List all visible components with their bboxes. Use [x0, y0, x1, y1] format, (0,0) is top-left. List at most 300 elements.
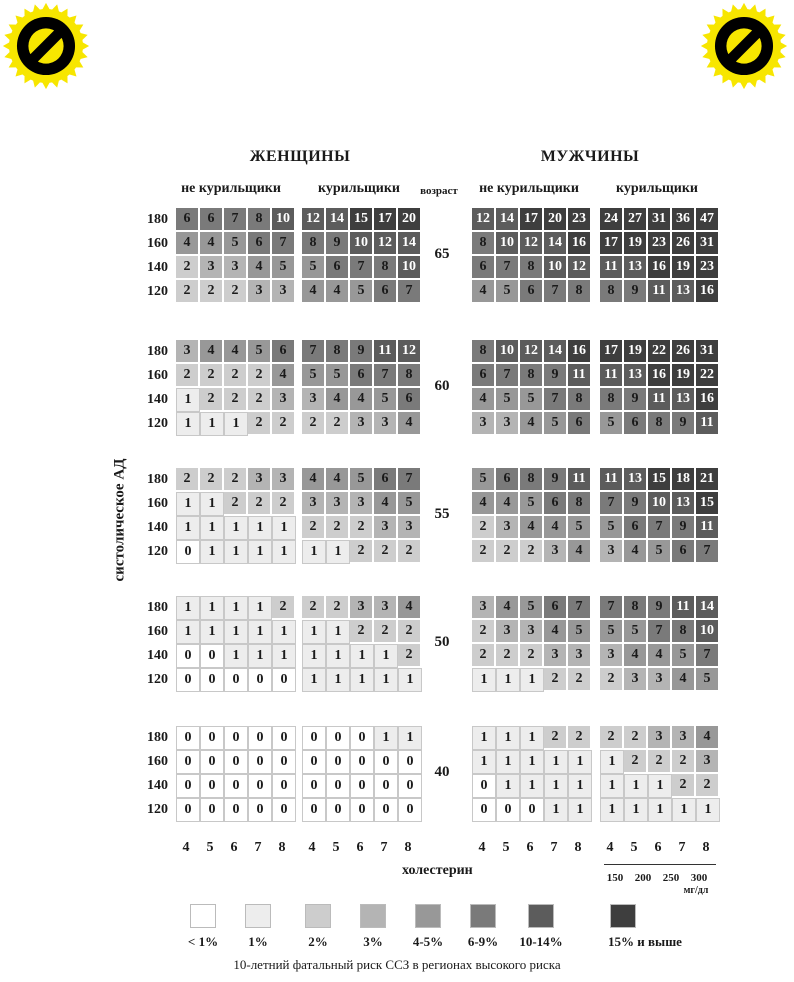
sbp-label: 120: [147, 284, 168, 299]
risk-cell: 27: [624, 208, 648, 232]
sbp-label: 160: [147, 496, 168, 511]
risk-cell: 1: [496, 668, 520, 692]
risk-cell: 9: [350, 340, 374, 364]
risk-cell: 1: [176, 492, 200, 516]
risk-cell: 1: [224, 644, 248, 668]
risk-cell: 4: [326, 280, 350, 304]
risk-cell: 7: [600, 492, 624, 516]
legend-swatch: [190, 904, 216, 928]
prohibited-icon: [700, 2, 788, 90]
sbp-label: 140: [147, 392, 168, 407]
risk-cell: 2: [600, 726, 624, 750]
risk-cell: 3: [544, 540, 568, 564]
risk-cell: 6: [350, 364, 374, 388]
risk-cell: 1: [648, 798, 672, 822]
legend-label: 6-9%: [467, 934, 499, 949]
risk-cell: 4: [544, 620, 568, 644]
age-label: 50: [434, 634, 450, 650]
age-label: 55: [434, 506, 450, 522]
risk-cell: 2: [200, 388, 224, 412]
risk-cell: 0: [248, 750, 272, 774]
risk-cell: 22: [696, 364, 720, 388]
risk-cell: 4: [624, 644, 648, 668]
cholesterol-tick: 5: [630, 840, 638, 855]
risk-cell: 1: [624, 798, 648, 822]
risk-cell: 12: [302, 208, 326, 232]
risk-cell: 0: [176, 668, 200, 692]
risk-cell: 0: [302, 798, 326, 822]
risk-cell: 2: [248, 364, 272, 388]
risk-cell: 7: [224, 208, 248, 232]
risk-cell: 3: [350, 412, 374, 436]
risk-cell: 5: [496, 388, 520, 412]
risk-cell: 1: [472, 750, 496, 774]
risk-cell: 0: [200, 798, 224, 822]
risk-cell: 8: [248, 208, 272, 232]
risk-cell: 3: [272, 388, 296, 412]
risk-cell: 2: [224, 280, 248, 304]
risk-cell: 8: [472, 340, 496, 364]
risk-cell: 0: [248, 668, 272, 692]
risk-cell: 0: [272, 668, 296, 692]
risk-cell: 12: [398, 340, 422, 364]
chart-caption: 10-летний фатальный риск ССЗ в регионах высокого риска: [233, 957, 561, 972]
cholesterol-tick: 7: [380, 840, 388, 855]
risk-cell: 2: [200, 364, 224, 388]
risk-cell: 2: [224, 468, 248, 492]
risk-cell: 1: [326, 644, 350, 668]
risk-cell: 2: [302, 516, 326, 540]
risk-cell: 11: [648, 280, 672, 304]
risk-cell: 2: [544, 726, 568, 750]
risk-cell: 7: [302, 340, 326, 364]
risk-cell: 10: [696, 620, 720, 644]
risk-cell: 6: [472, 256, 496, 280]
risk-cell: 2: [398, 644, 422, 668]
risk-cell: 5: [520, 596, 544, 620]
risk-cell: 3: [272, 280, 296, 304]
risk-cell: 15: [648, 468, 672, 492]
risk-cell: 1: [200, 596, 224, 620]
risk-cell: 1: [496, 774, 520, 798]
risk-cell: 1: [176, 620, 200, 644]
risk-cell: 7: [696, 540, 720, 564]
risk-cell: 2: [350, 620, 374, 644]
risk-cell: 0: [176, 798, 200, 822]
risk-cell: 6: [672, 540, 696, 564]
risk-cell: 2: [624, 726, 648, 750]
risk-cell: 11: [374, 340, 398, 364]
risk-cell: 1: [520, 750, 544, 774]
y-axis-label: систолическое АД: [111, 458, 128, 582]
risk-cell: 5: [600, 620, 624, 644]
risk-cell: 5: [520, 492, 544, 516]
risk-cell: 7: [544, 388, 568, 412]
cholesterol-tick: 6: [356, 840, 364, 855]
risk-cell: 11: [568, 364, 592, 388]
risk-cell: 2: [224, 388, 248, 412]
risk-cell: 0: [248, 726, 272, 750]
risk-cell: 15: [696, 492, 720, 516]
risk-cell: 3: [520, 620, 544, 644]
risk-cell: 8: [600, 388, 624, 412]
risk-cell: 2: [176, 364, 200, 388]
risk-cell: 2: [568, 668, 592, 692]
risk-cell: 1: [326, 620, 350, 644]
risk-cell: 0: [326, 726, 350, 750]
risk-cell: 5: [696, 668, 720, 692]
risk-cell: 7: [272, 232, 296, 256]
risk-cell: 2: [302, 596, 326, 620]
risk-cell: 1: [224, 516, 248, 540]
risk-cell: 2: [496, 644, 520, 668]
risk-cell: 0: [200, 668, 224, 692]
risk-cell: 2: [568, 726, 592, 750]
risk-cell: 9: [624, 280, 648, 304]
risk-cell: 6: [520, 280, 544, 304]
risk-cell: 0: [350, 726, 374, 750]
legend-swatch: [528, 904, 554, 928]
risk-cell: 4: [472, 492, 496, 516]
risk-cell: 14: [398, 232, 422, 256]
risk-cell: 1: [568, 750, 592, 774]
risk-cell: 7: [600, 596, 624, 620]
risk-cell: 19: [624, 340, 648, 364]
risk-cell: 8: [302, 232, 326, 256]
risk-cell: 1: [302, 620, 326, 644]
risk-cell: 5: [568, 516, 592, 540]
risk-cell: 9: [624, 492, 648, 516]
risk-cell: 11: [696, 516, 720, 540]
risk-cell: 2: [302, 412, 326, 436]
risk-cell: 1: [374, 644, 398, 668]
risk-cell: 9: [648, 596, 672, 620]
risk-cell: 1: [248, 516, 272, 540]
risk-cell: 5: [272, 256, 296, 280]
risk-cell: 16: [648, 256, 672, 280]
risk-cell: 1: [176, 412, 200, 436]
risk-cell: 4: [350, 388, 374, 412]
risk-cell: 4: [374, 492, 398, 516]
risk-cell: 2: [472, 540, 496, 564]
men-smokers-header: курильщики: [616, 181, 698, 196]
risk-cell: 2: [248, 492, 272, 516]
risk-cell: 0: [224, 750, 248, 774]
risk-cell: 7: [398, 468, 422, 492]
risk-cell: 10: [648, 492, 672, 516]
risk-cell: 2: [398, 540, 422, 564]
risk-cell: 0: [398, 774, 422, 798]
sbp-label: 140: [147, 778, 168, 793]
risk-cell: 12: [520, 232, 544, 256]
risk-cell: 17: [374, 208, 398, 232]
risk-cell: 21: [696, 468, 720, 492]
risk-cell: 0: [350, 750, 374, 774]
risk-cell: 2: [224, 492, 248, 516]
risk-cell: 2: [544, 668, 568, 692]
risk-cell: 2: [624, 750, 648, 774]
risk-cell: 16: [696, 388, 720, 412]
risk-cell: 1: [302, 668, 326, 692]
risk-cell: 5: [544, 412, 568, 436]
risk-cell: 12: [472, 208, 496, 232]
risk-cell: 0: [176, 726, 200, 750]
risk-cell: 6: [176, 208, 200, 232]
women-header: ЖЕНЩИНЫ: [249, 148, 351, 165]
legend-label: 2%: [308, 934, 328, 949]
risk-cell: 1: [224, 540, 248, 564]
risk-cell: 15: [350, 208, 374, 232]
sbp-label: 160: [147, 624, 168, 639]
risk-cell: 7: [350, 256, 374, 280]
risk-cell: 0: [224, 726, 248, 750]
risk-cell: 4: [648, 644, 672, 668]
risk-cell: 4: [520, 516, 544, 540]
risk-cell: 23: [568, 208, 592, 232]
risk-cell: 0: [350, 798, 374, 822]
cholesterol-tick: 8: [574, 840, 582, 855]
risk-cell: 3: [600, 644, 624, 668]
risk-cell: 1: [544, 750, 568, 774]
risk-cell: 7: [696, 644, 720, 668]
risk-cell: 9: [624, 388, 648, 412]
risk-cell: 0: [374, 798, 398, 822]
risk-cell: 1: [302, 644, 326, 668]
risk-cell: 3: [272, 468, 296, 492]
legend-swatch: [415, 904, 441, 928]
risk-cell: 10: [350, 232, 374, 256]
risk-cell: 2: [224, 364, 248, 388]
risk-cell: 1: [624, 774, 648, 798]
risk-cell: 0: [176, 644, 200, 668]
risk-cell: 47: [696, 208, 720, 232]
risk-cell: 4: [176, 232, 200, 256]
risk-cell: 1: [600, 774, 624, 798]
risk-cell: 5: [496, 280, 520, 304]
risk-cell: 3: [224, 256, 248, 280]
risk-cell: 3: [496, 620, 520, 644]
prohibited-icon: [2, 2, 90, 90]
risk-cell: 6: [568, 412, 592, 436]
risk-cell: 4: [672, 668, 696, 692]
risk-cell: 0: [272, 798, 296, 822]
risk-cell: 1: [568, 774, 592, 798]
risk-cell: 1: [272, 540, 296, 564]
mgdl-tick: 200: [634, 872, 652, 884]
risk-cell: 1: [544, 774, 568, 798]
risk-cell: 23: [648, 232, 672, 256]
risk-cell: 0: [272, 726, 296, 750]
cholesterol-tick: 5: [206, 840, 214, 855]
risk-cell: 3: [350, 596, 374, 620]
risk-cell: 8: [374, 256, 398, 280]
risk-cell: 4: [398, 412, 422, 436]
risk-cell: 3: [672, 726, 696, 750]
risk-cell: 12: [520, 340, 544, 364]
risk-cell: 2: [520, 644, 544, 668]
risk-cell: 31: [696, 232, 720, 256]
risk-cell: 16: [568, 340, 592, 364]
risk-cell: 2: [350, 516, 374, 540]
risk-cell: 1: [176, 388, 200, 412]
risk-cell: 1: [472, 726, 496, 750]
risk-cell: 1: [398, 726, 422, 750]
risk-cell: 36: [672, 208, 696, 232]
risk-cell: 6: [472, 364, 496, 388]
risk-cell: 1: [224, 412, 248, 436]
risk-cell: 13: [672, 388, 696, 412]
risk-cell: 8: [326, 340, 350, 364]
cholesterol-tick: 7: [550, 840, 558, 855]
cholesterol-tick: 6: [526, 840, 534, 855]
age-label: 40: [434, 764, 450, 780]
legend-label: < 1%: [187, 934, 219, 949]
risk-cell: 1: [398, 668, 422, 692]
risk-cell: 1: [496, 750, 520, 774]
risk-cell: 2: [496, 540, 520, 564]
risk-cell: 0: [302, 750, 326, 774]
risk-cell: 5: [672, 644, 696, 668]
risk-cell: 4: [568, 540, 592, 564]
risk-cell: 2: [272, 596, 296, 620]
risk-cell: 1: [224, 620, 248, 644]
risk-cell: 11: [600, 364, 624, 388]
risk-cell: 6: [248, 232, 272, 256]
risk-cell: 3: [248, 468, 272, 492]
risk-cell: 1: [200, 516, 224, 540]
risk-cell: 20: [544, 208, 568, 232]
risk-cell: 19: [624, 232, 648, 256]
risk-cell: 1: [374, 726, 398, 750]
risk-cell: 2: [472, 516, 496, 540]
risk-cell: 2: [272, 412, 296, 436]
risk-cell: 9: [544, 364, 568, 388]
risk-cell: 9: [544, 468, 568, 492]
risk-cell: 3: [176, 340, 200, 364]
mgdl-tick: 300: [690, 872, 708, 884]
cholesterol-tick: 6: [230, 840, 238, 855]
risk-cell: 6: [624, 412, 648, 436]
risk-cell: 5: [302, 364, 326, 388]
cholesterol-tick: 8: [404, 840, 412, 855]
risk-cell: 1: [374, 668, 398, 692]
risk-cell: 3: [302, 492, 326, 516]
risk-cell: 0: [326, 774, 350, 798]
risk-cell: 24: [600, 208, 624, 232]
risk-cell: 5: [648, 540, 672, 564]
risk-cell: 2: [248, 412, 272, 436]
risk-cell: 16: [696, 280, 720, 304]
risk-cell: 16: [568, 232, 592, 256]
risk-cell: 26: [672, 340, 696, 364]
risk-cell: 8: [568, 492, 592, 516]
risk-cell: 0: [200, 774, 224, 798]
risk-cell: 2: [672, 750, 696, 774]
risk-cell: 2: [176, 280, 200, 304]
risk-cell: 1: [248, 644, 272, 668]
risk-cell: 1: [350, 644, 374, 668]
risk-cell: 0: [374, 774, 398, 798]
risk-cell: 6: [398, 388, 422, 412]
risk-cell: 3: [496, 516, 520, 540]
risk-cell: 10: [496, 340, 520, 364]
risk-cell: 8: [520, 468, 544, 492]
risk-cell: 3: [374, 516, 398, 540]
sbp-label: 140: [147, 648, 168, 663]
age-label: 65: [434, 246, 450, 262]
mgdl-tick: 250: [662, 872, 680, 884]
risk-cell: 3: [374, 412, 398, 436]
risk-cell: 2: [350, 540, 374, 564]
risk-cell: 7: [398, 280, 422, 304]
risk-cell: 9: [326, 232, 350, 256]
risk-cell: 0: [200, 750, 224, 774]
risk-cell: 2: [472, 620, 496, 644]
risk-cell: 4: [398, 596, 422, 620]
risk-cell: 8: [672, 620, 696, 644]
risk-cell: 2: [200, 280, 224, 304]
risk-cell: 4: [544, 516, 568, 540]
risk-cell: 16: [648, 364, 672, 388]
risk-cell: 26: [672, 232, 696, 256]
risk-cell: 0: [272, 750, 296, 774]
risk-cell: 0: [326, 798, 350, 822]
risk-cell: 13: [624, 364, 648, 388]
risk-cell: 5: [350, 468, 374, 492]
risk-cell: 2: [696, 774, 720, 798]
sbp-label: 120: [147, 672, 168, 687]
risk-cell: 5: [472, 468, 496, 492]
risk-cell: 4: [272, 364, 296, 388]
legend-label: 15% и выше: [608, 934, 682, 949]
risk-cell: 3: [568, 644, 592, 668]
risk-cell: 1: [696, 798, 720, 822]
risk-cell: 3: [696, 750, 720, 774]
risk-cell: 3: [648, 668, 672, 692]
risk-cell: 5: [248, 340, 272, 364]
cholesterol-tick: 4: [606, 840, 614, 855]
risk-cell: 5: [624, 620, 648, 644]
risk-cell: 1: [568, 798, 592, 822]
risk-cell: 0: [374, 750, 398, 774]
risk-cell: 7: [544, 280, 568, 304]
risk-cell: 1: [272, 644, 296, 668]
risk-cell: 6: [326, 256, 350, 280]
sbp-label: 140: [147, 260, 168, 275]
cholesterol-tick: 6: [654, 840, 662, 855]
risk-cell: 3: [600, 540, 624, 564]
risk-cell: 1: [496, 726, 520, 750]
risk-cell: 23: [696, 256, 720, 280]
risk-cell: 8: [472, 232, 496, 256]
risk-cell: 3: [624, 668, 648, 692]
sbp-label: 160: [147, 368, 168, 383]
risk-cell: 1: [520, 668, 544, 692]
risk-cell: 1: [176, 516, 200, 540]
risk-cell: 1: [200, 540, 224, 564]
risk-cell: 4: [520, 412, 544, 436]
cholesterol-tick: 5: [332, 840, 340, 855]
risk-cell: 2: [176, 468, 200, 492]
risk-cell: 10: [398, 256, 422, 280]
risk-cell: 4: [224, 340, 248, 364]
cholesterol-tick: 7: [254, 840, 262, 855]
risk-cell: 12: [568, 256, 592, 280]
risk-cell: 2: [600, 668, 624, 692]
risk-cell: 8: [398, 364, 422, 388]
women-nonsmokers-header: не курильщики: [181, 181, 281, 196]
risk-cell: 10: [496, 232, 520, 256]
